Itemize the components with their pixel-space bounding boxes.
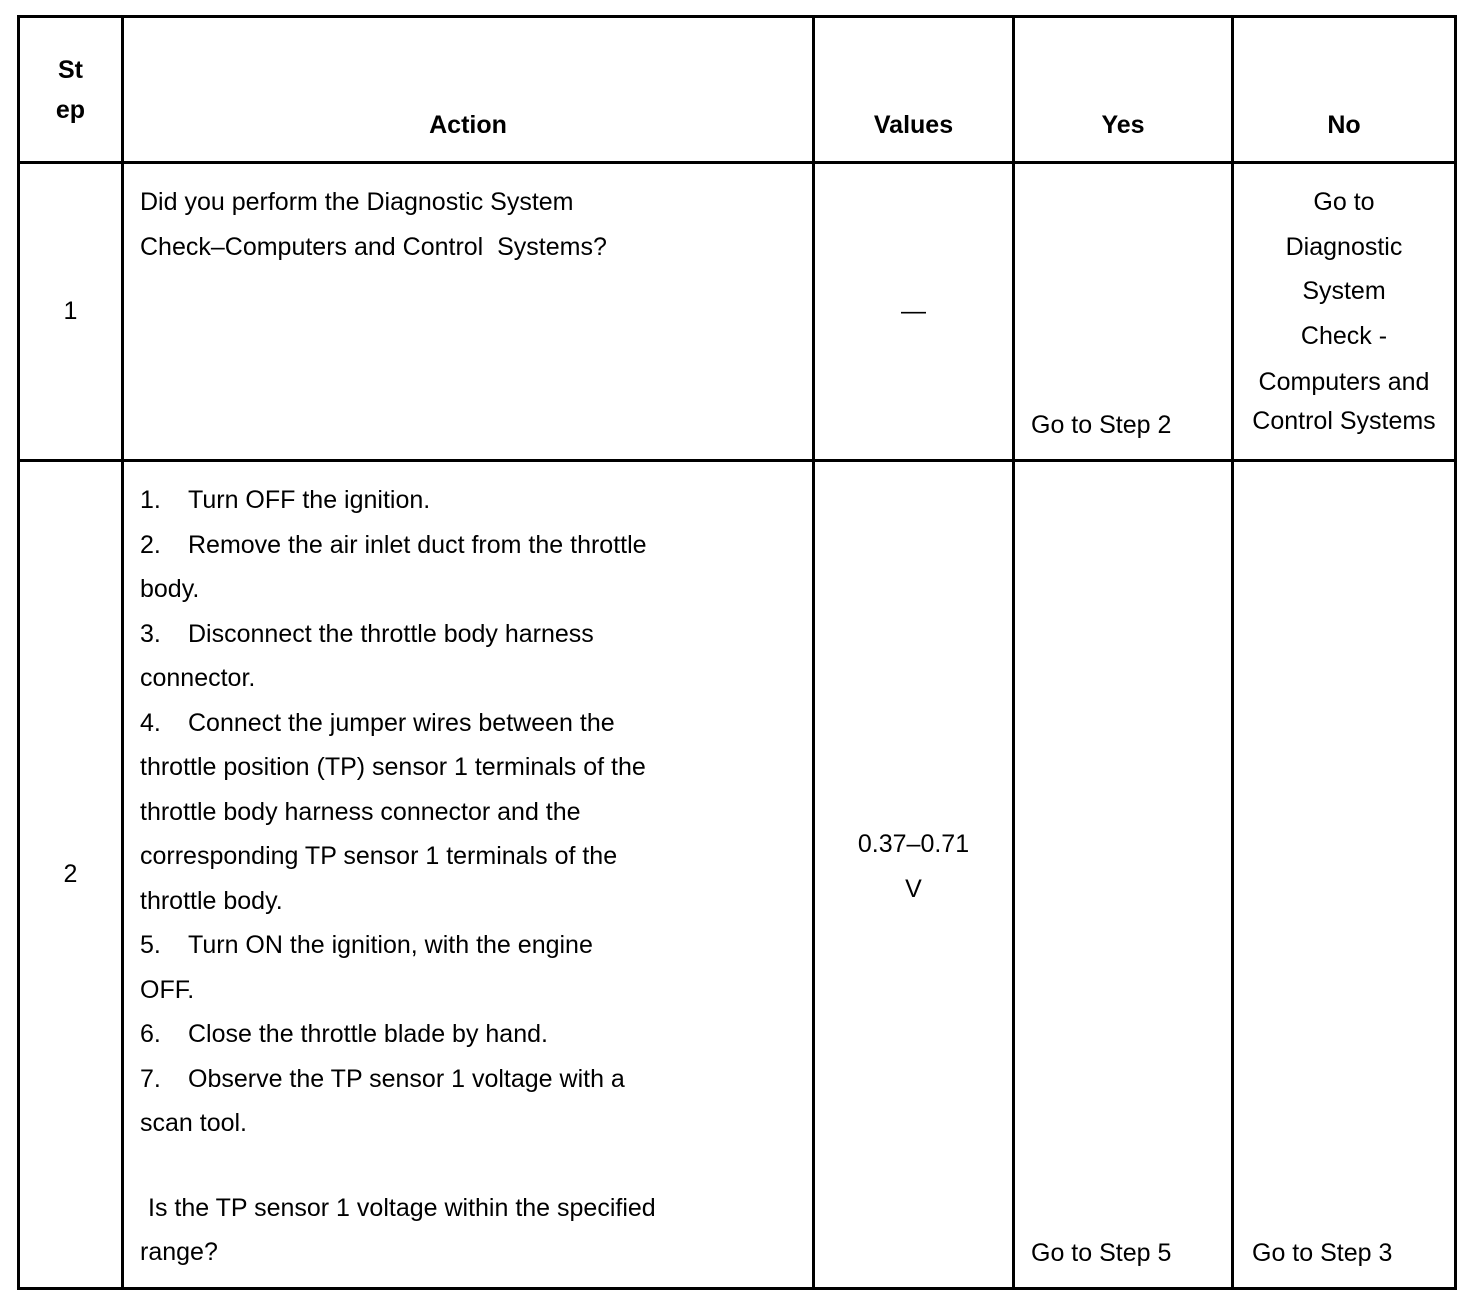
action-step-line bbox=[140, 834, 802, 879]
header-action: Action bbox=[123, 17, 814, 163]
values-line: V bbox=[905, 874, 922, 903]
action-step-line bbox=[140, 968, 802, 1013]
action-step-line bbox=[140, 879, 802, 924]
action-step-text: connector. bbox=[140, 664, 256, 692]
no-line: Control Systems bbox=[1252, 407, 1436, 435]
action-step-line bbox=[140, 1057, 802, 1102]
action-step-line bbox=[140, 567, 802, 612]
action-step-text: throttle body. bbox=[140, 886, 283, 915]
question-line: Is the TP sensor 1 voltage within the specified bbox=[148, 1193, 656, 1222]
action-step-line bbox=[140, 1101, 802, 1146]
header-step-line-1: St bbox=[58, 55, 83, 84]
action-step-number: 7. bbox=[140, 1064, 161, 1093]
no-line: System bbox=[1302, 277, 1386, 305]
action-step-item bbox=[140, 701, 802, 924]
action-step-item bbox=[140, 478, 802, 523]
action-step-line bbox=[140, 612, 802, 657]
action-line: Did you perform the Diagnostic System bbox=[140, 188, 574, 216]
header-row bbox=[19, 17, 1456, 163]
action-step-line bbox=[140, 478, 802, 523]
action-step-text: scan tool. bbox=[140, 1109, 248, 1137]
header-yes: Yes bbox=[1014, 17, 1233, 163]
no-line: Go to bbox=[1313, 188, 1375, 216]
action-text bbox=[123, 163, 814, 461]
action-step-line bbox=[140, 701, 802, 746]
action-step-text: Observe the TP sensor 1 voltage with a bbox=[188, 1064, 625, 1093]
no-line: Diagnostic bbox=[1285, 232, 1403, 261]
no-line: Check - bbox=[1300, 321, 1388, 350]
action-step-text: throttle position (TP) sensor 1 terminals of the bbox=[140, 753, 646, 781]
action-step-text: Connect the jumper wires between the bbox=[188, 708, 615, 737]
header-values: Values bbox=[814, 17, 1014, 163]
action-step-number: 1. bbox=[140, 486, 161, 514]
table-row bbox=[19, 461, 1456, 1289]
yes-result: Go to Step 5 bbox=[1014, 461, 1233, 1289]
action-step-number: 6. bbox=[140, 1020, 161, 1048]
no-result bbox=[1233, 163, 1456, 461]
values-text bbox=[814, 461, 1014, 1289]
action-step-item bbox=[140, 923, 802, 1012]
action-step-text: Close the throttle blade by hand. bbox=[188, 1020, 548, 1048]
action-step-number: 5. bbox=[140, 931, 161, 959]
action-step-text: Disconnect the throttle body harness bbox=[188, 619, 594, 648]
action-text bbox=[123, 461, 814, 1289]
table-row bbox=[19, 163, 1456, 461]
action-step-text: OFF. bbox=[140, 975, 195, 1004]
header-step bbox=[19, 17, 123, 163]
question-line: range? bbox=[140, 1238, 218, 1266]
values-line: 0.37–0.71 bbox=[857, 830, 970, 858]
action-step-text: Turn ON the ignition, with the engine bbox=[188, 931, 593, 959]
action-step-text: Turn OFF the ignition. bbox=[188, 486, 431, 514]
action-line: Check–Computers and Control Systems? bbox=[140, 232, 607, 261]
action-step-line bbox=[140, 1012, 802, 1057]
action-step-line bbox=[140, 790, 802, 835]
action-step-number: 3. bbox=[140, 619, 161, 648]
action-step-text: throttle body harness connector and the bbox=[140, 797, 581, 826]
no-result: Go to Step 3 bbox=[1233, 461, 1456, 1289]
action-step-line bbox=[140, 656, 802, 701]
yes-result: Go to Step 2 bbox=[1014, 163, 1233, 461]
action-step-item bbox=[140, 612, 802, 701]
question-text bbox=[140, 1186, 802, 1275]
header-step-line-2: ep bbox=[55, 95, 86, 124]
step-number: 2 bbox=[19, 461, 123, 1289]
action-step-item bbox=[140, 1012, 802, 1057]
action-step-line bbox=[140, 523, 802, 568]
step-number: 1 bbox=[19, 163, 123, 461]
values-text: — bbox=[814, 163, 1014, 461]
action-step-item bbox=[140, 523, 802, 612]
action-steps-list bbox=[140, 478, 802, 1146]
action-step-item bbox=[140, 1057, 802, 1146]
action-step-number: 4. bbox=[140, 708, 161, 737]
header-no: No bbox=[1233, 17, 1456, 163]
action-step-line bbox=[140, 745, 802, 790]
action-step-number: 2. bbox=[140, 530, 161, 559]
action-step-line bbox=[140, 923, 802, 968]
action-step-text: Remove the air inlet duct from the throttle bbox=[188, 530, 647, 559]
action-step-text: corresponding TP sensor 1 terminals of the bbox=[140, 842, 618, 870]
action-step-text: body. bbox=[140, 575, 200, 603]
diagnostic-table bbox=[17, 15, 1457, 1290]
no-line: Computers and bbox=[1258, 368, 1430, 396]
